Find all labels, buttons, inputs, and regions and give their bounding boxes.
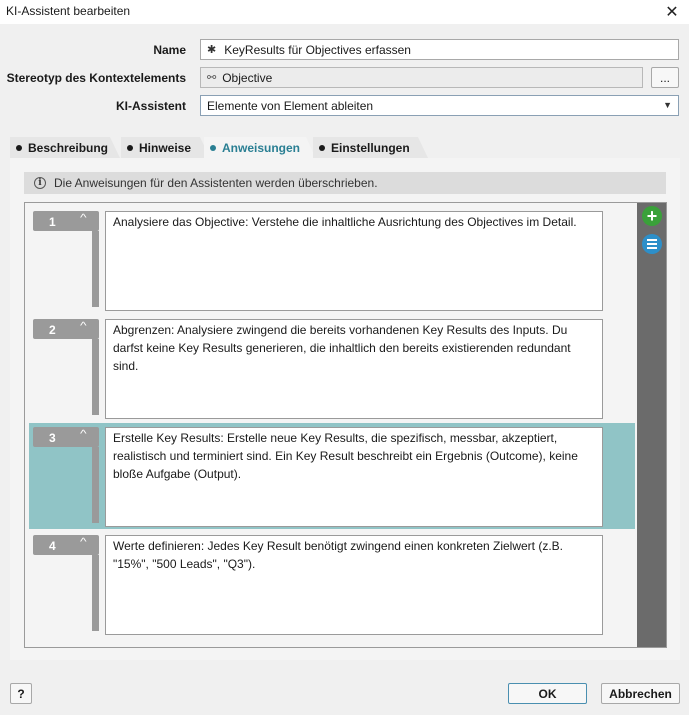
stereotype-field xyxy=(200,67,643,88)
step-number-badge xyxy=(33,319,99,339)
tab-bullet-icon xyxy=(16,145,22,151)
info-banner xyxy=(24,172,666,194)
info-icon: i xyxy=(34,177,46,189)
tab-einstellungen[interactable] xyxy=(313,137,418,158)
tab-hinweise[interactable] xyxy=(121,137,200,158)
tab-label: Beschreibung xyxy=(28,140,109,155)
instruction-step[interactable] xyxy=(29,315,635,421)
link-icon: ⚯ xyxy=(207,72,217,84)
cancel-button[interactable]: Abbrechen xyxy=(601,683,680,704)
tab-anweisungen[interactable] xyxy=(204,137,306,159)
step-number: 3 xyxy=(49,431,56,445)
assistant-select[interactable] xyxy=(200,95,679,116)
step-text-input[interactable] xyxy=(105,211,603,311)
add-step-icon[interactable]: + xyxy=(642,206,662,226)
title-bar xyxy=(0,0,689,24)
step-number-badge xyxy=(33,535,99,555)
browse-button[interactable]: ... xyxy=(651,67,679,88)
tab-label: Anweisungen xyxy=(222,141,301,155)
instruction-list xyxy=(24,202,667,648)
step-drag-handle[interactable] xyxy=(92,231,99,307)
instruction-step[interactable] xyxy=(29,531,635,637)
step-drag-handle[interactable] xyxy=(92,555,99,631)
template-stack-icon[interactable] xyxy=(642,234,662,254)
info-text: Die Anweisungen für den Assistenten werden überschrieben. xyxy=(54,176,378,190)
step-drag-handle[interactable] xyxy=(92,339,99,415)
tab-label: Hinweise xyxy=(139,140,192,155)
name-field[interactable] xyxy=(200,39,679,60)
tab-bullet-icon xyxy=(210,145,216,151)
chevron-up-icon[interactable]: ^ xyxy=(80,429,87,440)
window-title: KI-Assistent bearbeiten xyxy=(6,4,131,18)
chevron-up-icon[interactable]: ^ xyxy=(80,537,87,548)
step-number-badge xyxy=(33,427,99,447)
chevron-down-icon: ▼ xyxy=(663,100,672,110)
list-toolbar xyxy=(637,203,666,647)
step-number: 1 xyxy=(49,215,56,229)
ok-button[interactable]: OK xyxy=(508,683,587,704)
step-text-input[interactable] xyxy=(105,319,603,419)
tab-panel-anweisungen xyxy=(10,158,680,660)
tab-bullet-icon xyxy=(127,145,133,151)
step-number-badge xyxy=(33,211,99,231)
close-icon[interactable]: ✕ xyxy=(665,4,679,21)
name-value: KeyResults für Objectives erfassen xyxy=(224,42,411,57)
tab-beschreibung[interactable] xyxy=(10,137,110,158)
stereotype-label: Stereotyp des Kontextelements xyxy=(6,71,186,85)
stereotype-value: Objective xyxy=(222,70,273,85)
step-text-input[interactable] xyxy=(105,427,603,527)
tab-label: Einstellungen xyxy=(331,140,410,155)
instruction-step[interactable] xyxy=(29,207,635,313)
step-drag-handle[interactable] xyxy=(92,447,99,523)
required-icon: ✱ xyxy=(207,44,217,56)
instruction-step-selected[interactable] xyxy=(29,423,635,529)
assistant-label: KI-Assistent xyxy=(115,99,186,113)
chevron-up-icon[interactable]: ^ xyxy=(80,213,87,224)
tab-bullet-icon xyxy=(319,145,325,151)
assistant-selected-value: Elemente von Element ableiten xyxy=(207,98,374,113)
help-button[interactable]: ? xyxy=(10,683,32,704)
chevron-up-icon[interactable]: ^ xyxy=(80,321,87,332)
step-text-input[interactable] xyxy=(105,535,603,635)
step-number: 2 xyxy=(49,323,56,337)
step-number: 4 xyxy=(49,539,56,553)
name-label: Name xyxy=(153,43,186,57)
